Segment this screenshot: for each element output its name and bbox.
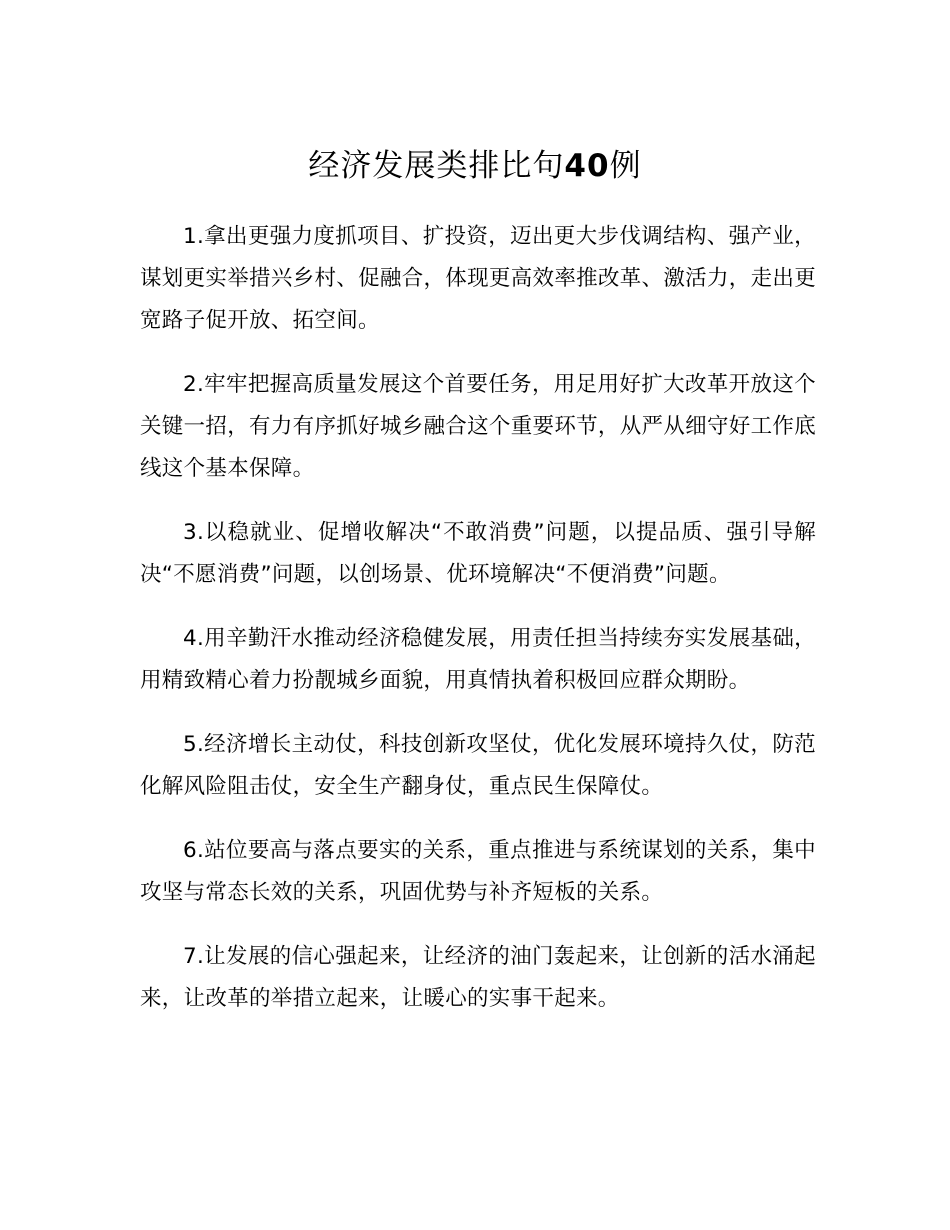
document-body [140,216,816,1042]
paragraph-6: 6.站位要高与落点要实的关系，重点推进与系统谋划的关系，集中攻坚与常态长效的关系，巩固优势与补齐短板的关系。 [140,838,816,905]
paragraph-5: 5.经济增长主动仗，科技创新攻坚仗，优化发展环境持久仗，防范化解风险阻击仗，安全生产翻身仗，重点民生保障仗。 [140,732,816,799]
title-text: 经济发展类排比句 [308,148,565,184]
title-suffix: 例 [609,148,642,184]
title-number: 40 [564,148,610,184]
page-title [0,140,950,192]
paragraph-4: 4.用辛勤汗水推动经济稳健发展，用责任担当持续夯实发展基础，用精致精心着力扮靓城乡面貌，用真情执着积极回应群众期盼。 [140,626,816,693]
paragraph-2: 2.牢牢把握高质量发展这个首要任务，用足用好扩大改革开放这个关键一招，有力有序抓好城乡融合这个重要环节，从严从细守好工作底线这个基本保障。 [140,372,816,481]
paragraph-1: 1.拿出更强力度抓项目、扩投资，迈出更大步伐调结构、强产业，谋划更实举措兴乡村、促融合，体现更高效率推改革、激活力，走出更宽路子促开放、拓空间。 [140,224,816,333]
paragraph-7: 7.让发展的信心强起来，让经济的油门轰起来，让创新的活水涌起来，让改革的举措立起来，让暖心的实事干起来。 [140,944,816,1011]
paragraph-3: 3.以稳就业、促增收解决“不敢消费”问题，以提品质、强引导解决“不愿消费”问题，以创场景、优环境解决“不便消费”问题。 [140,520,816,587]
